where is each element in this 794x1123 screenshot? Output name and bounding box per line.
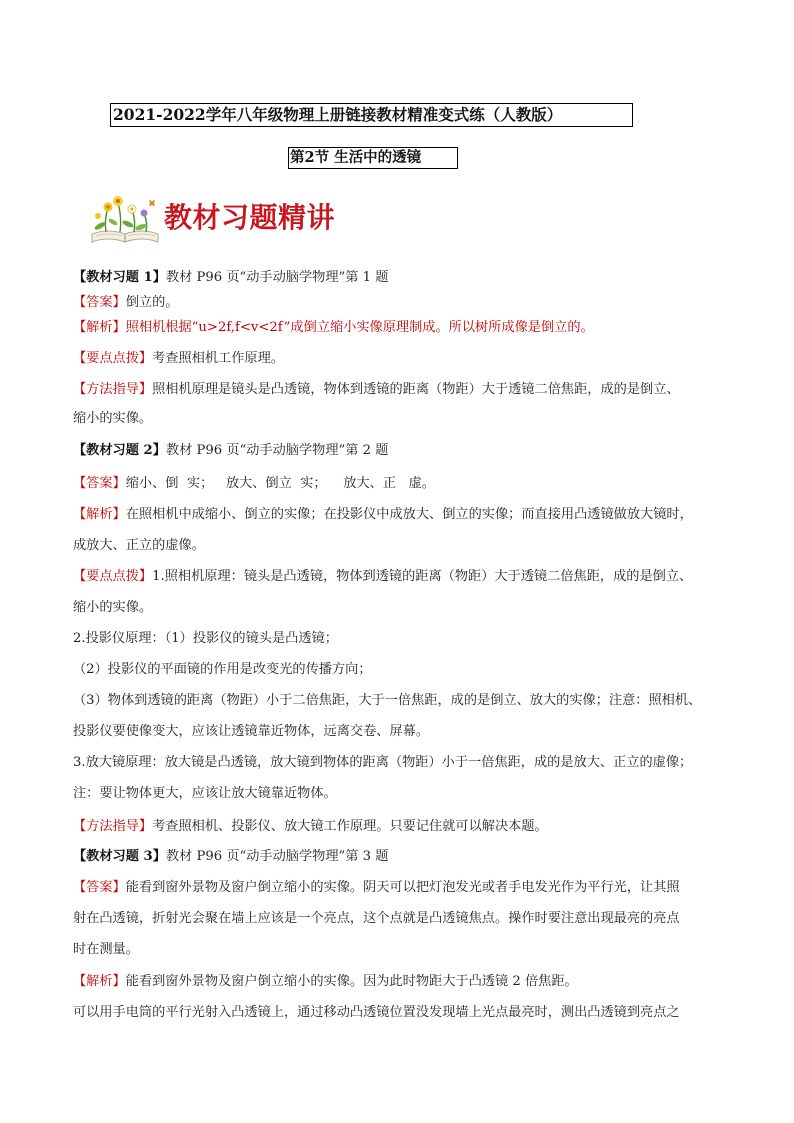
method-text: 照相机原理是镜头是凸透镜，物体到透镜的距离（物距）大于透镜二倍焦距，成的是倒立、 (152, 382, 680, 397)
q2-analysis-cont: 成放大、正立的虚像。 (73, 538, 205, 553)
answer-tag: 【答案】 (73, 295, 126, 310)
answer-tag: 【答案】 (73, 880, 126, 895)
q3-answer-cont2: 时在测量。 (73, 942, 139, 957)
q1-method (73, 381, 680, 399)
q2-kp-magnifier-note: 注：要让物体更大，应该让放大镜靠近物体。 (73, 786, 337, 801)
q2-header-text: 教材 P96 页“动手动脑学物理”第 2 题 (165, 443, 389, 458)
q3-analysis-cont: 可以用手电筒的平行光射入凸透镜上，通过移动凸透镜位置没发现墙上光点最亮时，测出凸透镜到亮点之 (73, 1005, 680, 1020)
q2-kp-magnifier: 3.放大镜原理：放大镜是凸透镜，放大镜到物体的距离（物距）小于一倍焦距，成的是放大、正立的虚像； (73, 755, 693, 770)
q2-kp-note: 投影仪要使像变大，应该让透镜靠近物体，远离交卷、屏幕。 (73, 724, 430, 739)
section-banner (86, 194, 386, 246)
q2-keypoint (73, 568, 692, 586)
book-flower-icon (86, 194, 166, 246)
answer-text: 缩小、倒 实； 放大、倒立 实； 放大、正 虚。 (125, 476, 435, 491)
q3-header-text: 教材 P96 页“动手动脑学物理”第 3 题 (165, 849, 389, 864)
analysis-tag: 【解析】 (73, 320, 126, 335)
q2-kp-distance: （3）物体到透镜的距离（物距）小于二倍焦距，大于一倍焦距，成的是倒立、放大的实像；注意：照相机、 (73, 693, 702, 708)
q3-analysis (73, 973, 578, 991)
q1-header-tag: 【教材习题 1】 (73, 270, 166, 285)
q2-header (73, 442, 388, 460)
analysis-tag: 【解析】 (73, 507, 126, 522)
keypoint-tag: 【要点点拨】 (73, 569, 153, 584)
method-tag: 【方法指导】 (73, 819, 153, 834)
analysis-text: 照相机根据“u>2f,f<v<2f”成倒立缩小实像原理制成。所以树所成像是倒立的。 (125, 320, 594, 335)
keypoint-text: 考查照相机工作原理。 (152, 351, 284, 366)
q1-method-cont: 缩小的实像。 (73, 411, 153, 426)
answer-text: 能看到窗外景物及窗户倒立缩小的实像。阴天可以把灯泡发光或者手电发光作为平行光，让其照 (125, 880, 680, 895)
keypoint-tag: 【要点点拨】 (73, 351, 153, 366)
q1-answer (73, 294, 179, 312)
method-tag: 【方法指导】 (73, 382, 153, 397)
q1-analysis (73, 319, 594, 337)
keypoint-text: 1.照相机原理：镜头是凸透镜，物体到透镜的距离（物距）大于透镜二倍焦距，成的是倒立、 (152, 569, 693, 584)
answer-tag: 【答案】 (73, 476, 126, 491)
banner-title: 教材习题精讲 (164, 201, 336, 234)
q3-header (73, 848, 388, 866)
q2-kp-mirror: （2）投影仪的平面镜的作用是改变光的传播方向； (73, 662, 372, 677)
q3-answer-cont: 射在凸透镜，折射光会聚在墙上应该是一个亮点，这个点就是凸透镜焦点。操作时要注意出现最亮的亮点 (73, 911, 680, 926)
q2-header-tag: 【教材习题 2】 (73, 443, 166, 458)
q2-method (73, 818, 548, 836)
section-title: 第2节 生活中的透镜 (288, 147, 458, 169)
q3-answer (73, 879, 680, 897)
analysis-tag: 【解析】 (73, 974, 126, 989)
analysis-text: 在照相机中成缩小、倒立的实像；在投影仪中成放大、倒立的实像；而直接用凸透镜做放大镜时， (125, 507, 693, 522)
answer-text: 倒立的。 (125, 295, 179, 310)
document-title: 2021-2022学年八年级物理上册链接教材精准变式练（人教版） (110, 103, 633, 127)
q2-keypoint-cont: 缩小的实像。 (73, 600, 153, 615)
q2-analysis (73, 506, 693, 524)
q1-header (73, 269, 388, 287)
q2-answer (73, 475, 435, 493)
q1-keypoint (73, 350, 284, 368)
q3-header-tag: 【教材习题 3】 (73, 849, 166, 864)
analysis-text: 能看到窗外景物及窗户倒立缩小的实像。因为此时物距大于凸透镜 2 倍焦距。 (125, 974, 578, 989)
method-text: 考查照相机、投影仪、放大镜工作原理。只要记住就可以解决本题。 (152, 819, 548, 834)
q1-header-text: 教材 P96 页“动手动脑学物理”第 1 题 (165, 270, 389, 285)
q2-kp-projector: 2.投影仪原理：（1）投影仪的镜头是凸透镜； (73, 631, 338, 646)
